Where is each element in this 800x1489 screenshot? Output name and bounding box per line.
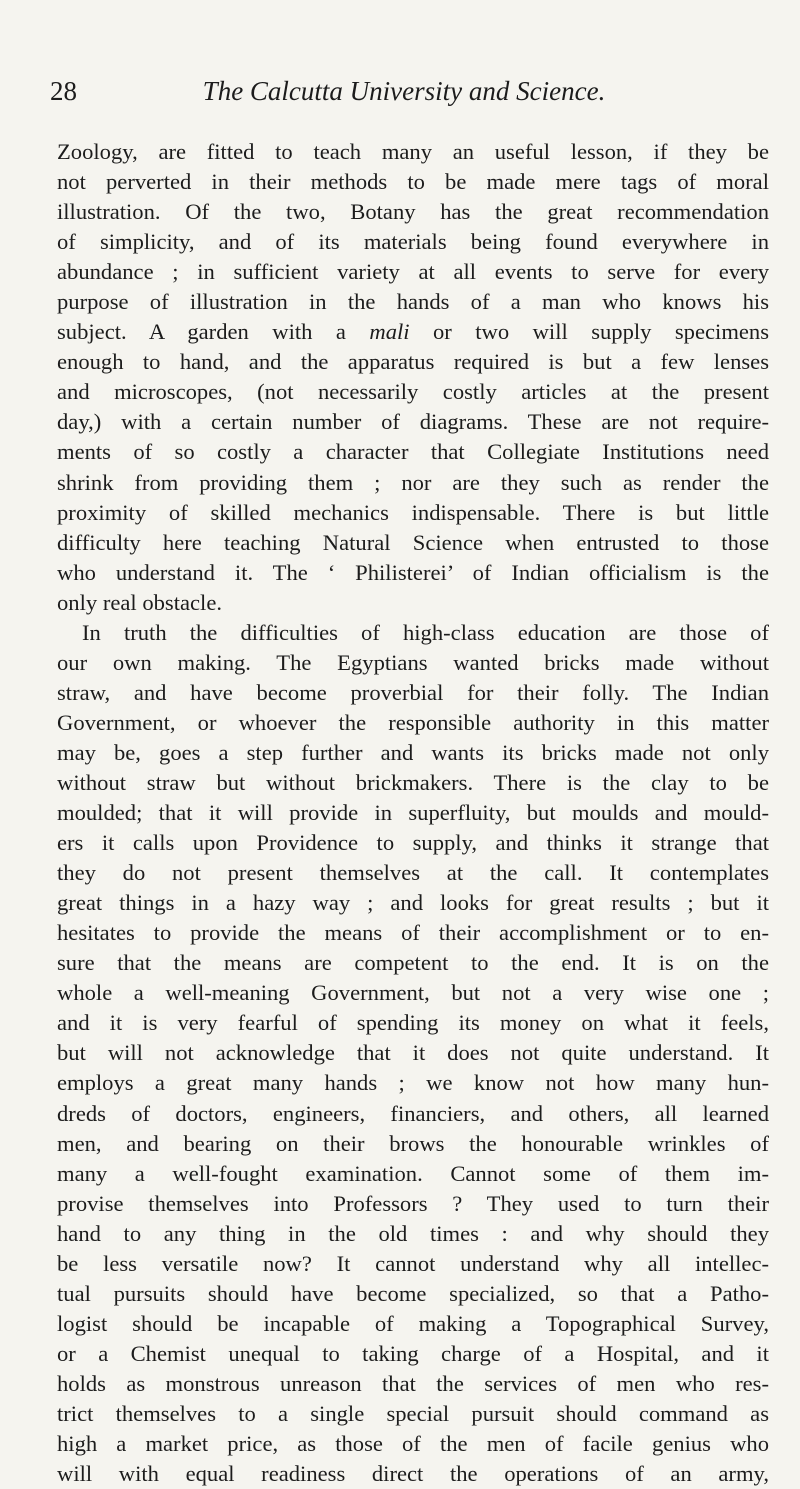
page-header xyxy=(50,75,758,115)
text-line: logist should be incapable of making a Topographical Survey, xyxy=(57,1310,769,1336)
text-line: enough to hand, and the apparatus required is but a few lenses xyxy=(57,349,769,375)
text-line: hesitates to provide the means of their accomplishment or to en- xyxy=(57,920,769,946)
paragraph-start-line: In truth the difficulties of high-class education are those of xyxy=(82,619,769,645)
text-segment: or two will supply specimens xyxy=(433,319,769,345)
text-line: and microscopes, (not necessarily costly articles at the present xyxy=(57,379,769,405)
text-line: trict themselves to a single special pursuit should command as xyxy=(57,1400,769,1426)
text-line: tual pursuits should have become specialized, so that a Patho- xyxy=(57,1280,769,1306)
page-number: 28 xyxy=(50,76,77,106)
running-title: The Calcutta University and Science. xyxy=(202,76,606,106)
text-line: they do not present themselves at the call. It contemplates xyxy=(57,860,769,886)
text-line: of simplicity, and of its materials being found everywhere in xyxy=(57,229,769,255)
text-line: difficulty here teaching Natural Science when entrusted to those xyxy=(57,529,769,555)
text-line: ments of so costly a character that Collegiate Institutions need xyxy=(57,439,769,465)
text-line: and it is very fearful of spending its money on what it feels, xyxy=(57,1010,769,1036)
text-line: or a Chemist unequal to taking charge of a Hospital, and it xyxy=(57,1340,769,1366)
text-line: not perverted in their methods to be made mere tags of moral xyxy=(57,169,769,195)
text-line: shrink from providing them ; nor are they such as render the xyxy=(57,469,769,495)
text-line: sure that the means are competent to the end. It is on the xyxy=(57,950,769,976)
text-line: proximity of skilled mechanics indispensable. There is but little xyxy=(57,499,769,525)
text-line: be less versatile now? It cannot understand why all intellec- xyxy=(57,1250,769,1276)
text-line: employs a great many hands ; we know not how many hun- xyxy=(57,1070,769,1096)
body-text xyxy=(57,137,769,1489)
text-line: illustration. Of the two, Botany has the great recommendation xyxy=(57,199,769,225)
text-line: will with equal readiness direct the operations of an army, xyxy=(57,1461,769,1487)
text-line: without straw but without brickmakers. There is the clay to be xyxy=(57,769,769,795)
text-line: moulded; that it will provide in superfluity, but moulds and mould- xyxy=(57,800,769,826)
text-line: great things in a hazy way ; and looks for great results ; but it xyxy=(57,890,769,916)
text-line: who understand it. The ‘ Philisterei’ of Indian officialism is the xyxy=(57,559,769,585)
text-line: our own making. The Egyptians wanted bricks made without xyxy=(57,649,769,675)
text-line: purpose of illustration in the hands of a man who knows his xyxy=(57,289,769,315)
text-line: men, and bearing on their brows the honourable wrinkles of xyxy=(57,1130,769,1156)
text-line: Government, or whoever the responsible authority in this matter xyxy=(57,709,769,735)
text-line: straw, and have become proverbial for their folly. The Indian xyxy=(57,679,769,705)
text-line: provise themselves into Professors ? They used to turn their xyxy=(57,1190,769,1216)
text-line: may be, goes a step further and wants its bricks made not only xyxy=(57,739,769,765)
text-segment: subject. A garden with a xyxy=(57,319,346,345)
paragraph-end-line: only real obstacle. xyxy=(57,589,222,615)
text-line: many a well-fought examination. Cannot some of them im- xyxy=(57,1160,769,1186)
italic-word: mali xyxy=(369,319,410,345)
text-line: holds as monstrous unreason that the services of men who res- xyxy=(57,1370,769,1396)
text-line: Zoology, are fitted to teach many an useful lesson, if they be xyxy=(57,139,769,164)
text-line: day,) with a certain number of diagrams. These are not require- xyxy=(57,409,769,435)
text-line: dreds of doctors, engineers, financiers, and others, all learned xyxy=(57,1100,769,1126)
text-line: high a market price, as those of the men of facile genius who xyxy=(57,1431,769,1457)
text-line: but will not acknowledge that it does not quite understand. It xyxy=(57,1040,769,1066)
text-line: abundance ; in sufficient variety at all events to serve for every xyxy=(57,259,769,285)
text-line: whole a well-meaning Government, but not a very wise one ; xyxy=(57,980,769,1006)
text-line-with-italic xyxy=(57,317,769,347)
text-line: ers it calls upon Providence to supply, and thinks it strange that xyxy=(57,830,769,856)
text-line: hand to any thing in the old times : and why should they xyxy=(57,1220,769,1246)
